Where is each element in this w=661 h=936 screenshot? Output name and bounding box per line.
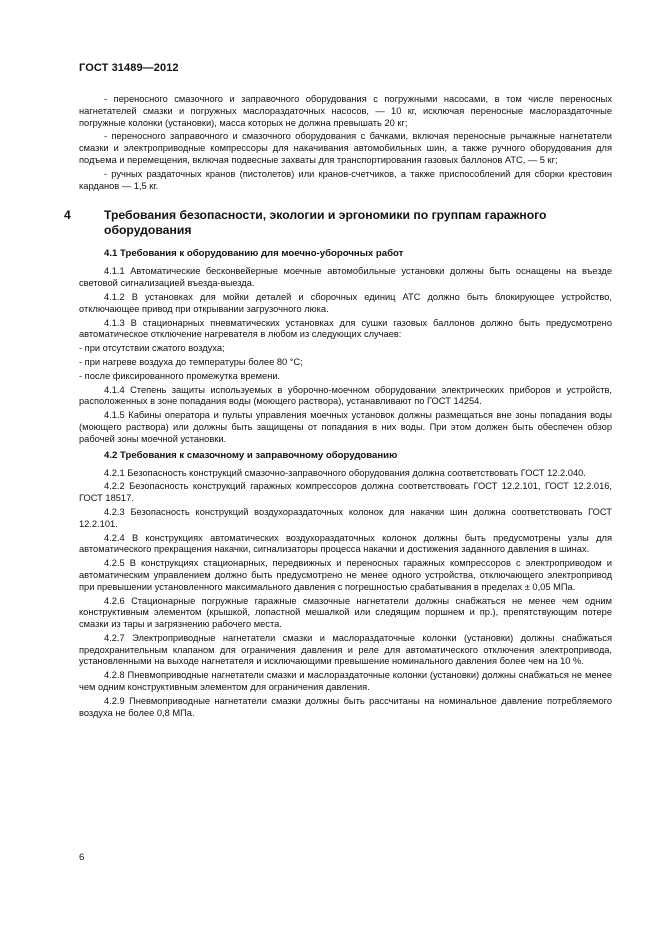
section-4-title: Требования безопасности, экологии и эргономики по группам гаражного оборудования — [104, 208, 547, 238]
clause-paragraph: 4.2.4 В конструкциях автоматических воздухораздаточных колонок должны быть предусмотрены узлы для автоматического прекращения накачки, сигнализаторы процесса накачки и достижения заданного давления в шинах. — [79, 532, 612, 555]
clause-paragraph: 4.2.1 Безопасность конструкций смазочно-заправочного оборудования должна соответствовать ГОСТ 12.2.040. — [104, 467, 586, 478]
clause-paragraph: 4.2.7 Электроприводные нагнетатели смазки и маслораздаточные колонки (установки) должны снабжаться предохранительным клапаном для ограничения давления и реле для автоматического отключения электропривода, установленными на выходе нагнетателя и исключающими превышение номинального давления более чем на 10 %. — [79, 632, 612, 667]
clause-paragraph: 4.2.6 Стационарные погружные гаражные смазочные нагнетатели должны снабжаться не менее чем одним конструктивным элементом (крышкой, лопастной мешалкой или следящим поршнем и пр.), препятствующим потере смазки из тары и загрязнению рабочего места. — [79, 595, 612, 630]
section-4-heading — [64, 208, 612, 238]
clause-paragraph: 4.1.2 В установках для мойки деталей и сборочных единиц АТС должно быть блокирующее устройство, отключающее привод при открывании загрузочного люка. — [79, 291, 612, 314]
list-item: - после фиксированного промежутка времени. — [79, 370, 281, 381]
clause-paragraph: 4.1.1 Автоматические бесконвейерные моечные автомобильные установки должны быть оснащены на въезде световой сигнализацией въезда-выезда. — [79, 266, 612, 289]
clause-paragraph: 4.1.3 В стационарных пневматических установках для сушки газовых баллонов должно быть предусмотрено автоматическое отключение нагревателя в любом из следующих случаев: — [79, 317, 612, 340]
intro-paragraph: - ручных раздаточных кранов (пистолетов) или кранов-счетчиков, а также приспособлений для сборки крестовин карданов — 1,5 кг. — [79, 168, 612, 191]
clause-paragraph: 4.2.2 Безопасность конструкций гаражных компрессоров должна соответствовать ГОСТ 12.2.101, ГОСТ 12.2.016, ГОСТ 18517. — [79, 481, 612, 504]
standard-header: ГОСТ 31489—2012 — [79, 62, 179, 74]
section-4-number: 4 — [64, 208, 71, 223]
intro-paragraph: - переносного смазочного и заправочного оборудования с погружными насосами, в том числе переносных нагнетателей смазки и погружных маслораздаточных насосов, — 10 кг, исключая переносные маслораздаточные погружные колонки (установки), масса которых не должна превышать 20 кг; — [79, 94, 612, 128]
page-number: 6 — [79, 852, 85, 863]
clause-paragraph: 4.1.5 Кабины оператора и пульты управления моечных установок должны размещаться вне зоны попадания воды (моющего раствора) или должны быть защищены от попадания в них воды. При этом должен быть обеспечен обзор рабочей зоны моечной установки. — [79, 410, 612, 444]
list-item: - при нагреве воздуха до температуры более 80 °С; — [79, 356, 303, 367]
subsection-4-2-heading: 4.2 Требования к смазочному и заправочному оборудованию — [104, 449, 398, 461]
page-body — [64, 94, 612, 721]
clause-paragraph: 4.2.8 Пневмоприводные нагнетатели смазки и маслораздаточные колонки (установки) должны снабжаться не менее чем одним конструктивным элементом для ограничения давления. — [79, 670, 612, 693]
clause-paragraph: 4.2.3 Безопасность конструкций воздухораздаточных колонок для накачки шин должна соответствовать ГОСТ 12.2.101. — [79, 506, 612, 529]
subsection-4-1-heading: 4.1 Требования к оборудованию для моечно-уборочных работ — [104, 248, 404, 260]
clause-paragraph: 4.2.9 Пневмоприводные нагнетатели смазки должны быть рассчитаны на номинальное давление потребляемого воздуха не более 0,8 МПа. — [79, 695, 612, 718]
clause-paragraph: 4.1.4 Степень защиты используемых в уборочно-моечном оборудовании электрических приборов и устройств, расположенных в зоне попадания воды (моющего раствора), устанавливают по ГОСТ 14254. — [79, 384, 612, 407]
clause-paragraph: 4.2.5 В конструкциях стационарных, передвижных и переносных гаражных компрессоров с электроприводом и автоматическим управлением должно быть предусмотрено не менее одного устройства, отключающего электропривод при превышении установленного максимального давления с погрешностью срабатывания в пределах ± 0,05 МПа. — [79, 558, 612, 592]
intro-paragraph: - переносного заправочного и смазочного оборудования с бачками, включая переносные рычажные нагнетатели смазки и электроприводные компрессоры для накачивания автомобильных шин, а также ручного оборудования для подъема и перемещения, включая подвесные захваты для транспортирования газовых баллонов АТС, — 5 кг; — [79, 131, 612, 165]
list-item: - при отсутствии сжатого воздуха; — [79, 343, 225, 354]
